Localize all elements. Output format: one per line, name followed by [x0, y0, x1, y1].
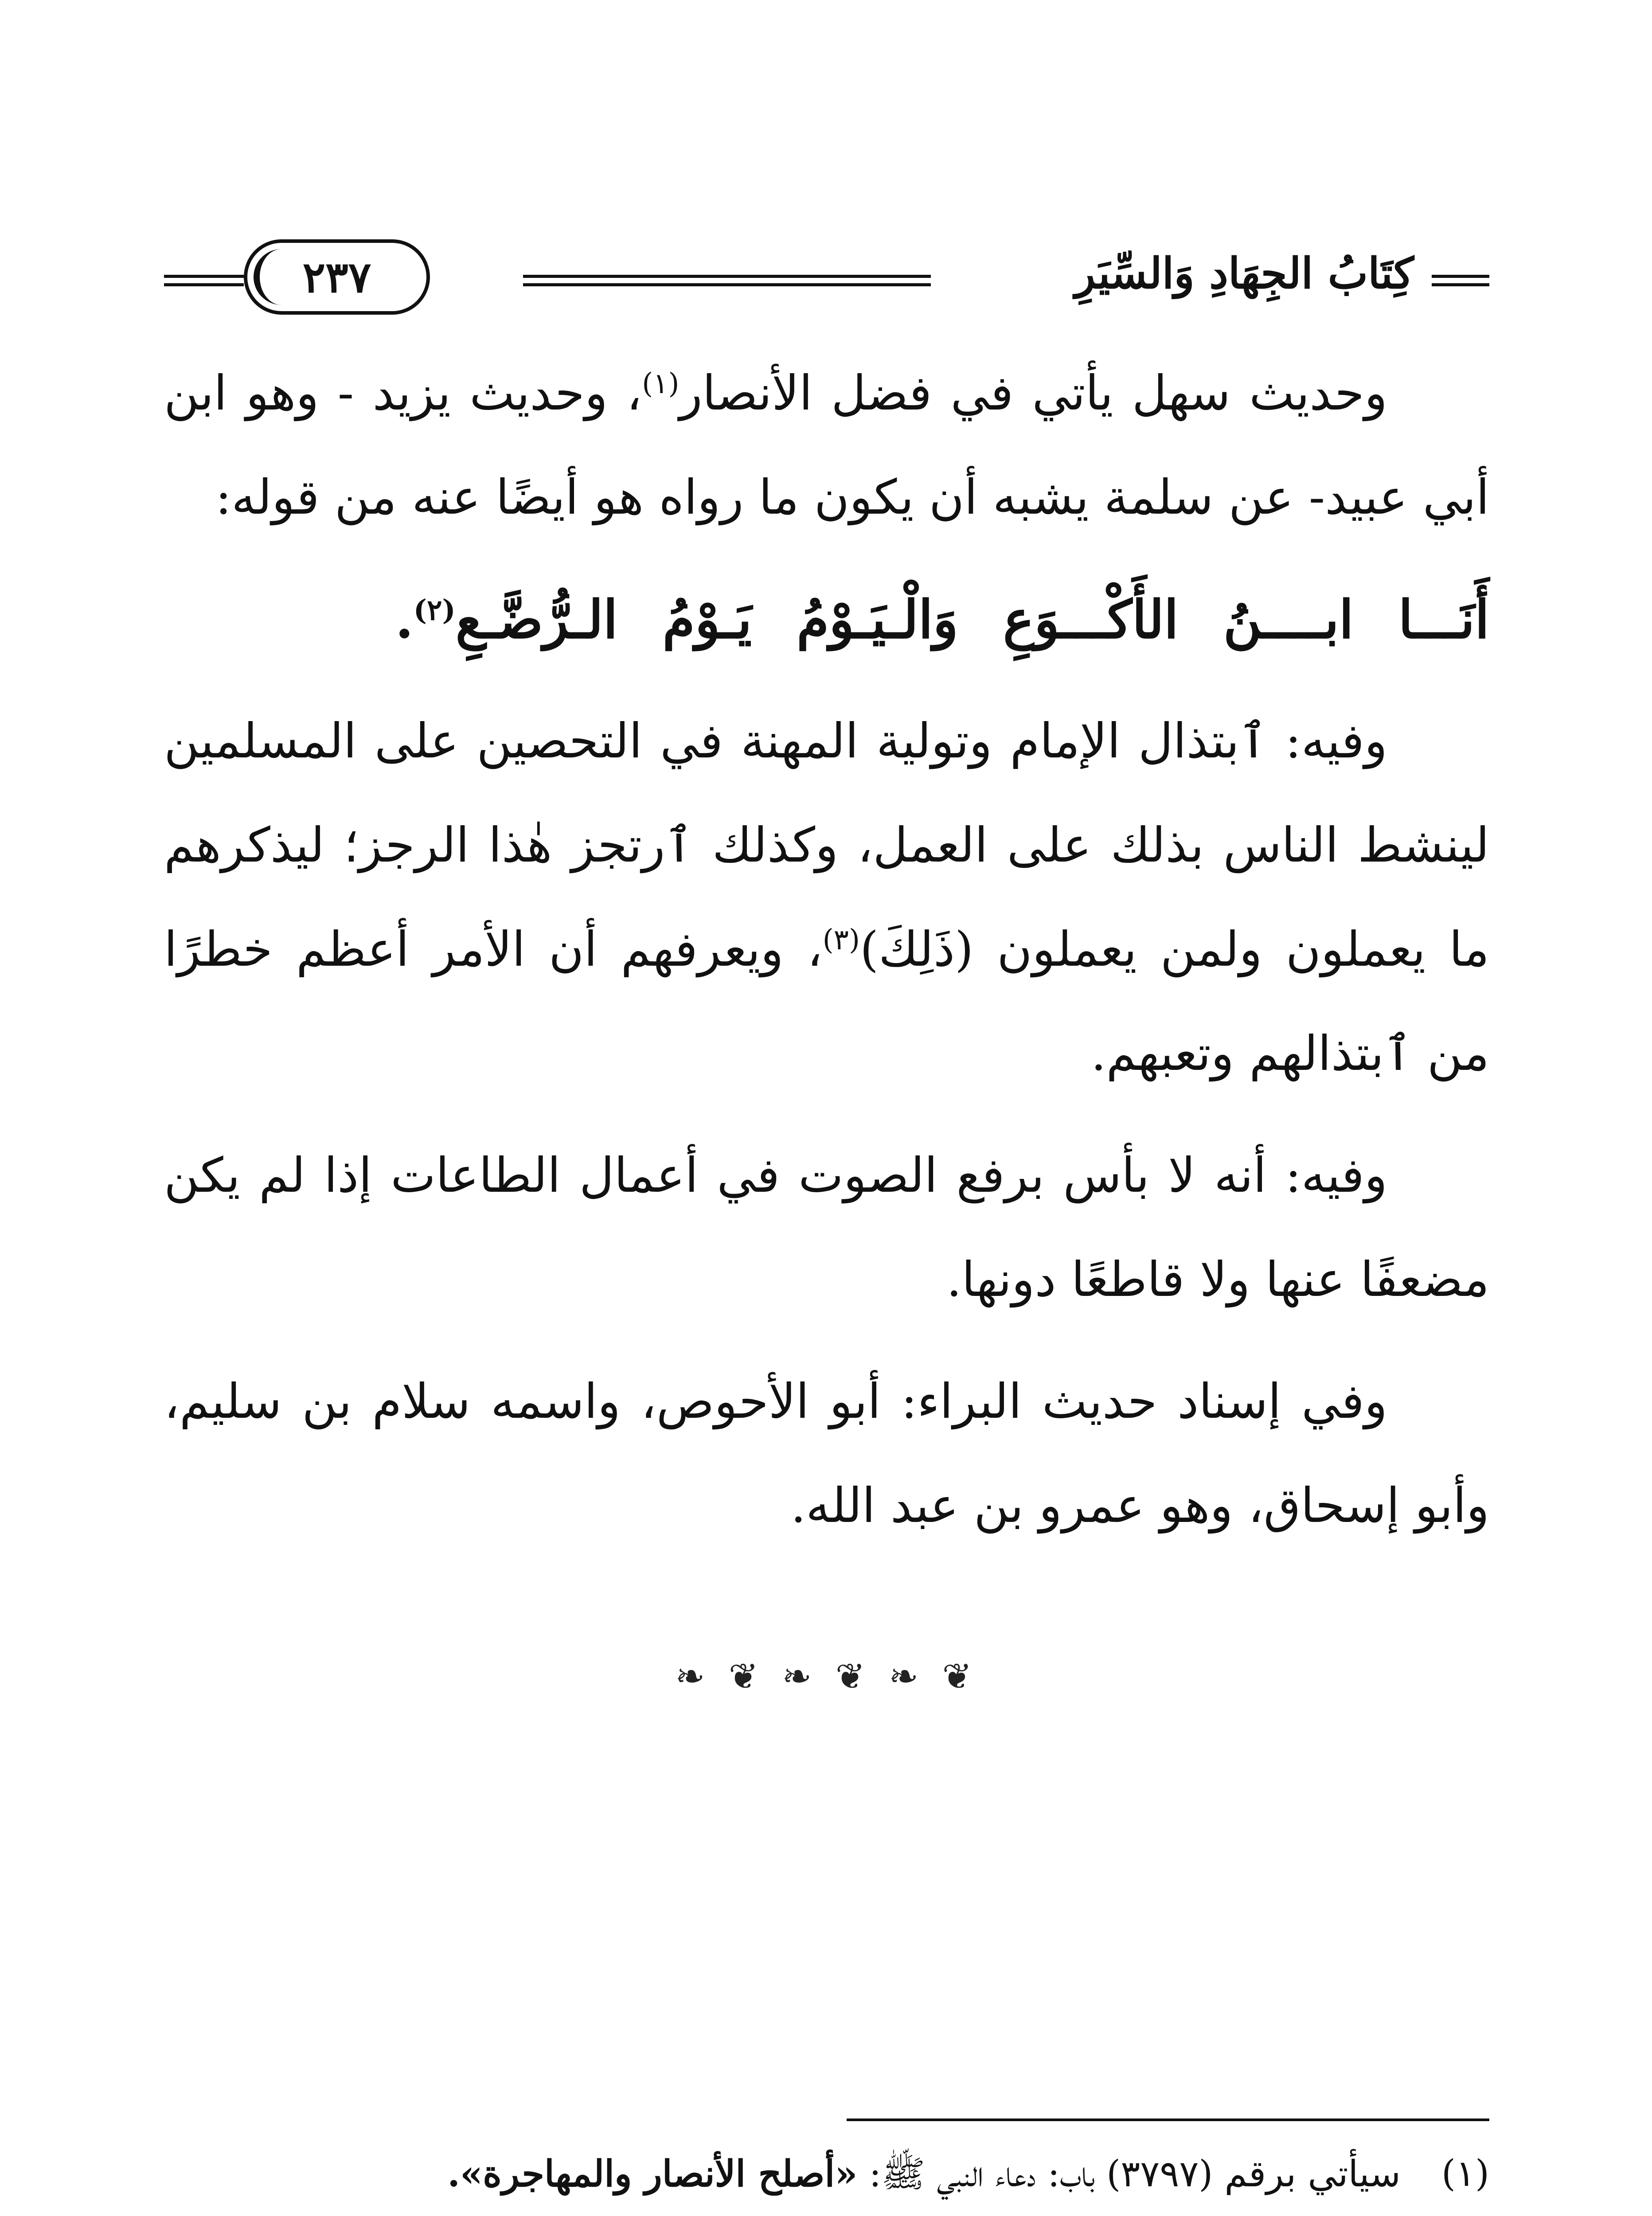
paragraph-1-text-a: وحديث سهل يأتي في فضل الأنصار — [679, 366, 1387, 421]
header-rule-right — [1432, 275, 1489, 286]
paragraph-1-text-b: ، وحديث يزيد - وهو ابن أبي عبيد- عن سلمة يشبه أن يكون ما رواه هو أيضًا عنه من قوله: — [164, 366, 1489, 525]
paragraph-4: وفي إسناد حديث البراء: أبو الأحوص، واسمه سلام بن سليم، وأبو إسحاق، وهو عمرو بن عبد الله. — [164, 1374, 1489, 1533]
paragraph-2-text-a: وفيه: ٱبتذال الإمام وتولية المهنة في التحصين على المسلمين لينشط الناس بذلك على العمل، وكذلك ٱرتجز هٰذا الرجز؛ ليذكرهم ما يعملون ولمن يعملون (ذَلِكَ) — [164, 714, 1489, 977]
footnote-ref-2[interactable]: (٢) — [413, 593, 456, 627]
verse-end: . — [395, 589, 414, 650]
verse-text: أَنَـــا ابــــنُ الأَكْـــوَعِ وَالْـيَـوْمُ يَـوْمُ الـرُّضَّـعِ — [455, 589, 1489, 650]
footnote-separator — [847, 2118, 1489, 2121]
footnote-2 — [164, 2212, 1489, 2216]
paragraph-2 — [164, 689, 1489, 1106]
page-number: ٢٣٧ — [302, 252, 371, 302]
footnote-2-number — [1401, 2212, 1489, 2216]
footnote-1-text: سيأتي برقم (٣٧٩٧) باب: دعاء النبي ﷺ: — [857, 2153, 1401, 2195]
footnote-ref-3[interactable]: (٣) — [822, 924, 860, 956]
footnote-1-text-wrap — [164, 2141, 1401, 2208]
paragraph-1 — [164, 341, 1489, 550]
verse-line — [164, 567, 1489, 671]
footnotes — [164, 2141, 1489, 2216]
main-text — [164, 341, 1489, 1728]
footnote-1 — [164, 2141, 1489, 2208]
paragraph-2-text-b: ، ويعرفهم أن الأمر أعظم خطرًا من ٱبتذالهم وتعبهم. — [164, 922, 1489, 1081]
header-rule-middle — [523, 275, 931, 286]
footnote-2-text — [164, 2212, 1401, 2216]
book-title: كِتَابُ الجِهَادِ وَالسِّيَرِ — [1074, 248, 1414, 298]
footnote-1-number: (١) — [1441, 2153, 1489, 2195]
paragraph-3: وفيه: أنه لا بأس برفع الصوت في أعمال الطاعات إذا لم يكن مضعفًا عنها ولا قاطعًا دونها. — [164, 1148, 1489, 1307]
section-end-ornament: ❦ ❧ ❦ ❧ ❦ ❧ — [675, 1656, 978, 1697]
footnote-ref-1[interactable]: (١) — [642, 367, 680, 400]
running-header — [164, 222, 1489, 324]
page-number-frame — [244, 239, 430, 315]
footnote-1-bold: «أصلح الأنصار والمهاجرة». — [447, 2153, 858, 2195]
header-rule-left — [164, 275, 244, 286]
